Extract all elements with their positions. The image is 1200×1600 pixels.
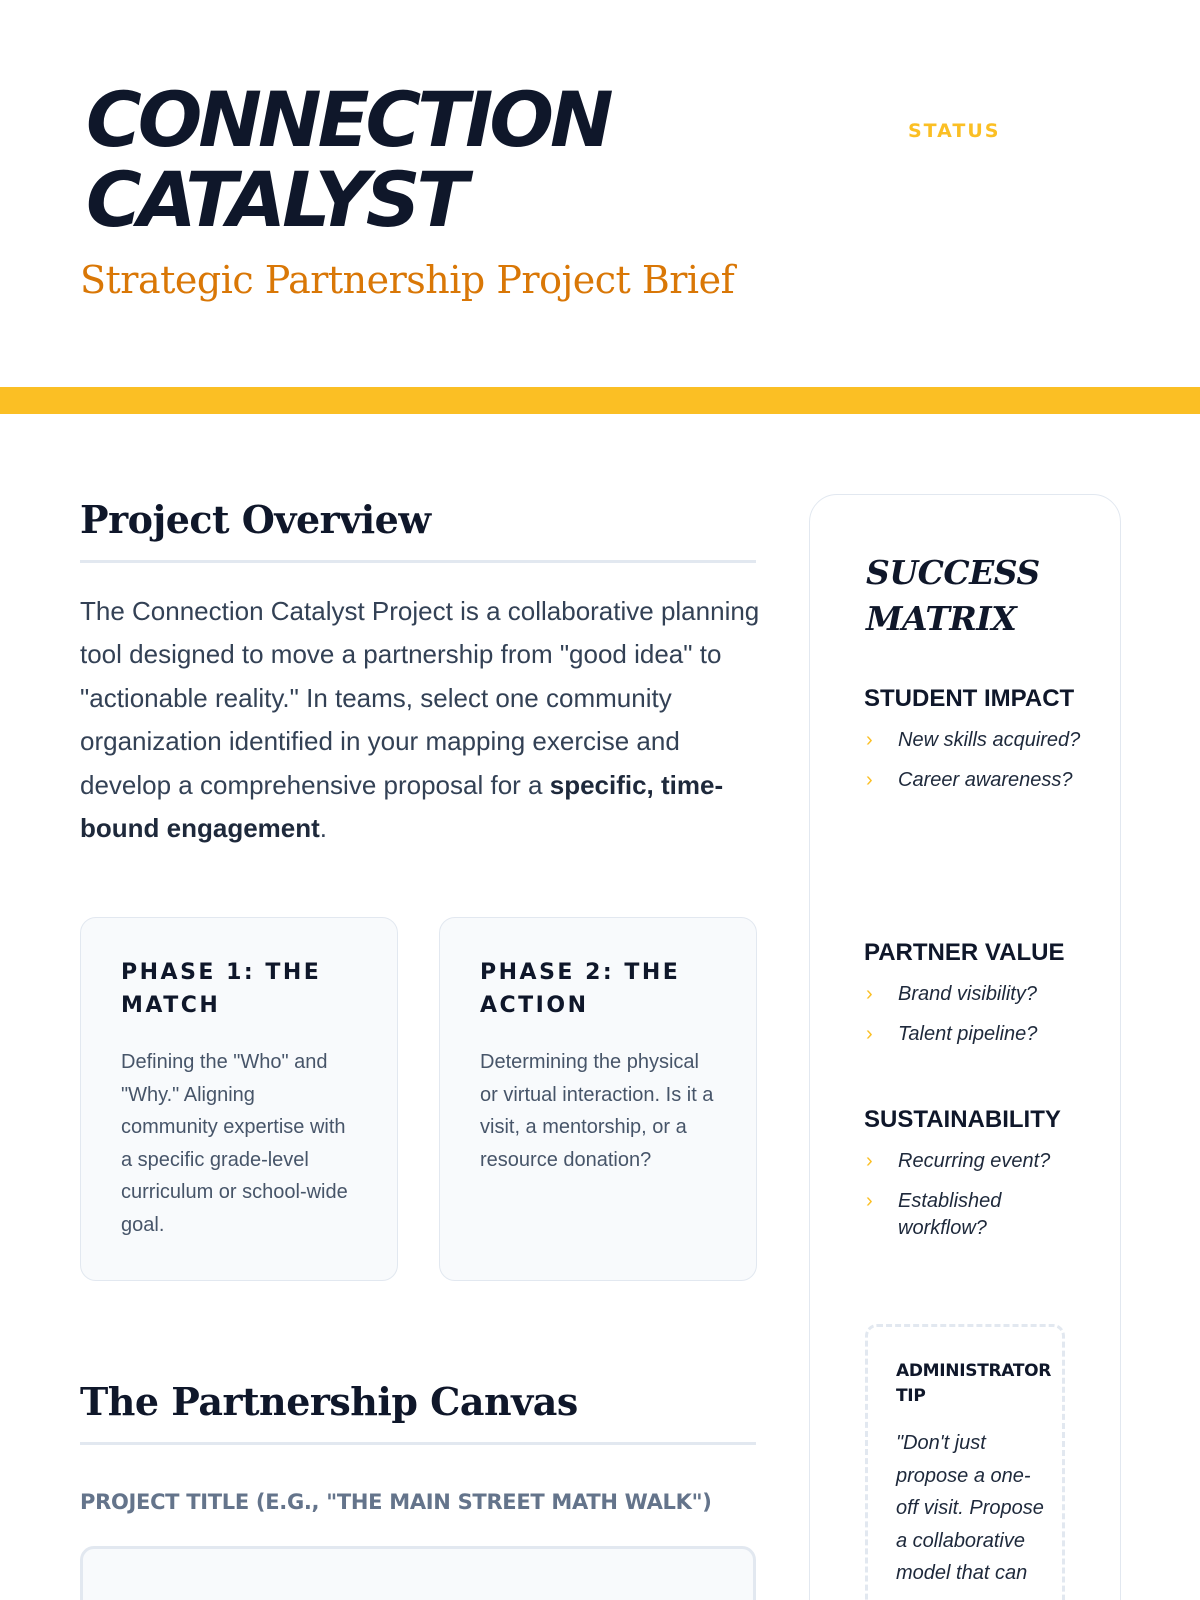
list-item-text: Established workflow?: [898, 1190, 1002, 1239]
header: [0, 0, 1200, 387]
matrix-list: [864, 1148, 1084, 1242]
chevron-right-icon: ›: [866, 1150, 873, 1172]
chevron-right-icon: ›: [866, 769, 873, 791]
list-item: [864, 767, 1084, 794]
phase-card-2: [439, 917, 757, 1281]
list-item-text: Brand visibility?: [898, 983, 1037, 1005]
tip-quote: "Don't just propose a one-off visit. Propose a collaborative model that can: [896, 1432, 1044, 1584]
canvas-divider: [80, 1442, 756, 1445]
canvas-heading: The Partnership Canvas: [80, 1379, 578, 1424]
list-item: [864, 727, 1084, 754]
list-item-text: New skills acquired?: [898, 729, 1081, 751]
chevron-right-icon: ›: [866, 1190, 873, 1212]
matrix-list: [864, 727, 1084, 794]
phase-2-title: PHASE 2: THE ACTION: [480, 960, 681, 1018]
phase-1-title: PHASE 1: THE MATCH: [121, 960, 322, 1018]
success-matrix-title: SUCCESS MATRIX: [866, 553, 1040, 638]
matrix-group-title: SUSTAINABILITY: [864, 1106, 1061, 1133]
phase-2-body: Determining the physical or virtual interaction. Is it a visit, a mentorship, or a resource donation?: [480, 1051, 714, 1171]
list-item-text: Career awareness?: [898, 769, 1073, 791]
administrator-tip: [865, 1324, 1065, 1600]
project-title-input[interactable]: [80, 1546, 756, 1600]
chevron-right-icon: ›: [866, 1023, 873, 1045]
matrix-group-sustainability: [864, 1103, 1084, 1255]
overview-text-start: The Connection Catalyst Project is a collaborative planning tool designed to move a partnership from "good idea" to "actionable reality." In teams, select one community organization identified in your mapping exercise and develop a comprehensive proposal for a: [80, 596, 760, 800]
tip-title: ADMINISTRATOR TIP: [896, 1361, 1052, 1406]
overview-text-bold: specific, time-bound engagement: [80, 769, 724, 844]
overview-divider: [80, 560, 756, 563]
list-item: [864, 1148, 1084, 1175]
list-item-text: Talent pipeline?: [898, 1023, 1038, 1045]
list-item-text: Recurring event?: [898, 1150, 1051, 1172]
page-subtitle: Strategic Partnership Project Brief: [80, 258, 735, 302]
matrix-group-student-impact: [864, 682, 1084, 807]
list-item: [864, 1021, 1084, 1048]
accent-bar: [0, 387, 1200, 414]
matrix-list: [864, 981, 1084, 1048]
matrix-group-title: STUDENT IMPACT: [864, 685, 1075, 712]
phase-1-body: Defining the "Who" and "Why." Aligning community expertise with a specific grade-level curriculum or school-wide goal.: [121, 1051, 348, 1236]
overview-paragraph: [80, 590, 760, 850]
project-title-label: PROJECT TITLE (E.G., "THE MAIN STREET MATH WALK"): [80, 1490, 712, 1514]
list-item: [864, 981, 1084, 1008]
phase-card-1: [80, 917, 398, 1281]
title-line-2: CATALYST: [86, 155, 465, 244]
status-label: STATUS: [908, 120, 1001, 142]
chevron-right-icon: ›: [866, 983, 873, 1005]
overview-heading: Project Overview: [80, 497, 431, 542]
title-line-1: CONNECTION: [86, 75, 610, 164]
list-item: [864, 1188, 1084, 1242]
matrix-group-title: PARTNER VALUE: [864, 939, 1065, 966]
matrix-group-partner-value: [864, 936, 1084, 1061]
page-title: [86, 75, 786, 244]
chevron-right-icon: ›: [866, 729, 873, 751]
overview-text-end: .: [319, 813, 328, 844]
